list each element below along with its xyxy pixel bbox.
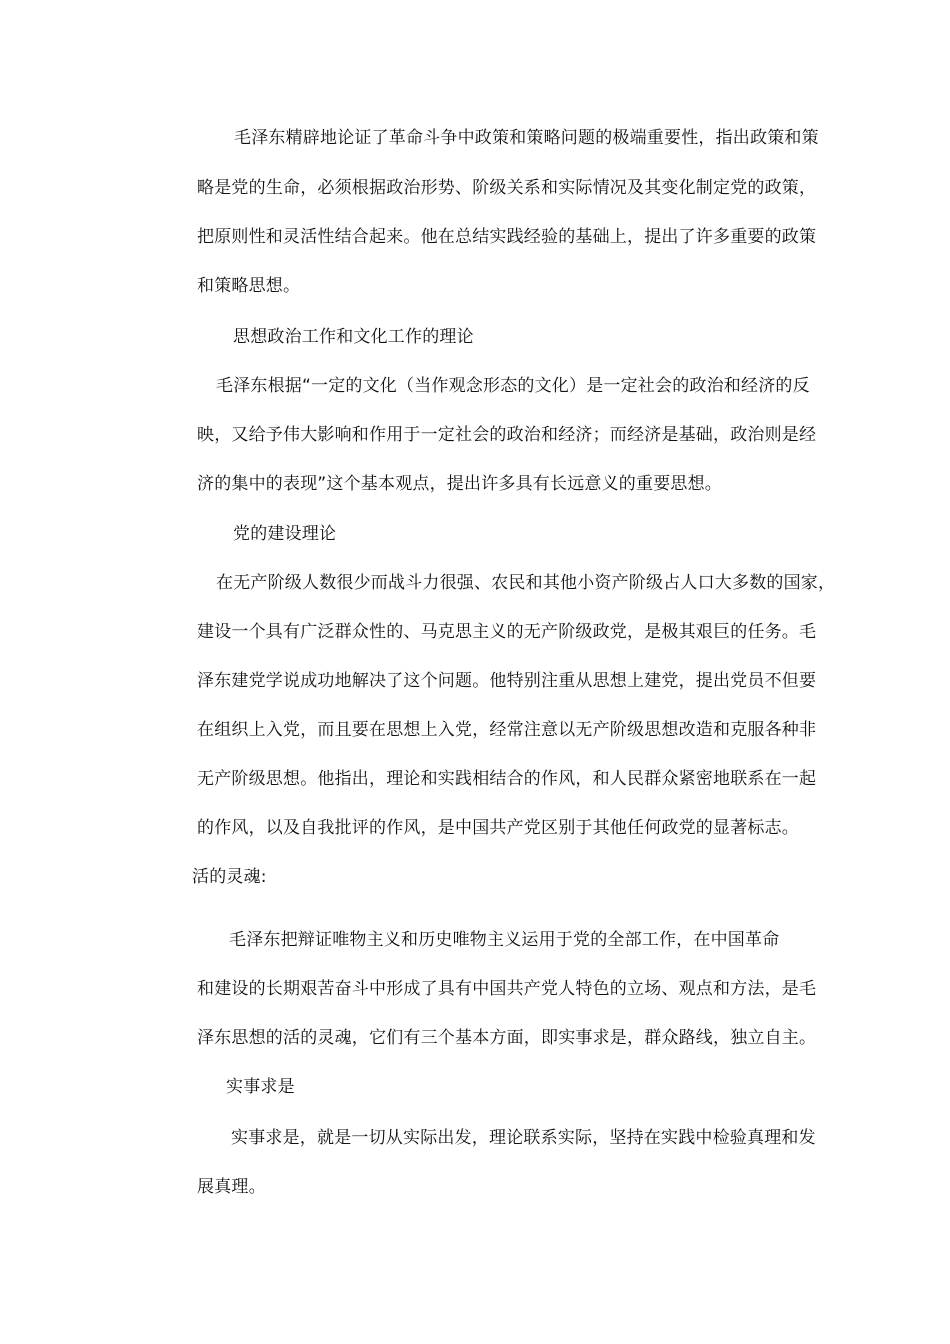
party-paragraph-line-2: 建设一个具有广泛群众性的、马克思主义的无产阶级政党，是极其艰巨的任务。毛 [197,622,817,642]
party-heading: 党的建设理论 [233,524,337,544]
policy-paragraph-line-3: 把原则性和灵活性结合起来。他在总结实践经验的基础上，提出了许多重要的政策 [197,227,817,247]
party-paragraph-line-1: 在无产阶级人数很少而战斗力很强、农民和其他小资产阶级占人口大多数的国家， [216,573,836,593]
soul-paragraph-line-1: 毛泽东把辩证唯物主义和历史唯物主义运用于党的全部工作，在中国革命 [229,930,780,950]
policy-paragraph-line-2: 略是党的生命，必须根据政治形势、阶级关系和实际情况及其变化制定党的政策， [197,178,817,198]
party-paragraph-line-3: 泽东建党学说成功地解决了这个问题。他特别注重从思想上建党，提出党员不但要 [197,671,817,691]
ideology-heading: 思想政治工作和文化工作的理论 [233,327,474,347]
truth-paragraph-line-1: 实事求是，就是一切从实际出发，理论联系实际，坚持在实践中检验真理和发 [231,1128,816,1148]
soul-heading: 活的灵魂: [192,867,267,887]
policy-paragraph-line-4: 和策略思想。 [197,276,301,296]
soul-paragraph-line-3: 泽东思想的活的灵魂，它们有三个基本方面，即实事求是，群众路线，独立自主。 [197,1028,817,1048]
ideology-paragraph-line-2: 映，又给予伟大影响和作用于一定社会的政治和经济；而经济是基础，政治则是经 [197,425,817,445]
truth-paragraph-line-2: 展真理。 [197,1177,266,1197]
party-paragraph-line-6: 的作风，以及自我批评的作风，是中国共产党区别于其他任何政党的显著标志。 [197,818,799,838]
policy-paragraph-line-1: 毛泽东精辟地论证了革命斗争中政策和策略问题的极端重要性，指出政策和策 [234,128,819,148]
ideology-paragraph-line-3: 济的集中的表现”这个基本观点，提出许多具有长远意义的重要思想。 [197,474,723,494]
truth-heading: 实事求是 [226,1077,295,1097]
party-paragraph-line-4: 在组织上入党，而且要在思想上入党，经常注意以无产阶级思想改造和克服各种非 [197,720,817,740]
soul-paragraph-line-2: 和建设的长期艰苦奋斗中形成了具有中国共产党人特色的立场、观点和方法，是毛 [197,979,817,999]
party-paragraph-line-5: 无产阶级思想。他指出，理论和实践相结合的作风，和人民群众紧密地联系在一起 [197,769,817,789]
ideology-paragraph-line-1: 毛泽东根据“一定的文化（当作观念形态的文化）是一定社会的政治和经济的反 [216,376,810,396]
